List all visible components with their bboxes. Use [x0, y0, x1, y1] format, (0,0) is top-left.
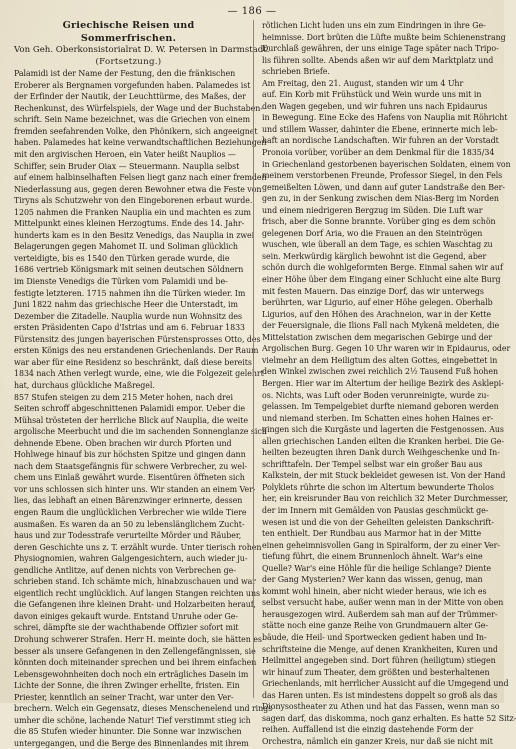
text-line: in Griechenland gestorbenen bayerischen Soldaten, einem von: [262, 159, 511, 169]
text-line: könnten doch miteinander sprechen und bei ihrem einfachen: [14, 658, 257, 668]
text-line: Griechenlands, mit herrlicher Aussicht auf die Umgegend und: [262, 679, 509, 689]
text-line: fremden seefahrenden Volke, den Phönikern, sich angeeignet: [14, 126, 258, 136]
text-line: und stillem Wasser, dahinter die Ebene, erinnerte mich leb-: [262, 124, 498, 134]
text-line: war aber für eine Residenz so beschränkt, daß diese bereits: [14, 357, 252, 367]
text-line: Durchlaß gewähren, der uns einige Tage später nach Tripo-: [262, 44, 499, 54]
text-line: umher die schöne, lachende Natur! Tief verstimmt stieg ich: [14, 715, 251, 725]
right-column: [262, 20, 516, 746]
text-line: Fürstensitz des jungen bayerischen Fürstensprosses Otto, des: [14, 334, 261, 344]
text-line: selbst versucht habe, außer wenn man in der Mitte von oben: [262, 598, 504, 608]
text-line: mit festen Mauern. Das einzige Dorf, das wir unterwegs: [262, 286, 484, 296]
text-line: wir hinauf zum Theater, dem größten und besterhaltenen: [262, 667, 490, 677]
text-line: dehnende Ebene. Oben brachen wir durch Pforten und: [14, 438, 232, 448]
text-line: Kalkstein, der mit Stuck bekleidet gewesen ist. Von der Hand: [262, 471, 506, 481]
text-line: brechern. Welch ein Gegensatz, dieses Menschenelend und rings: [14, 704, 273, 714]
text-line: wuschen, wie überall an dem Tage, es schien Waschtag zu: [262, 240, 493, 250]
text-line: schrifttafeln. Der Tempel selbst war ein großer Bau aus: [262, 459, 483, 469]
text-line: davon einiges gekauft wurde. Entstand Unruhe oder Ge-: [14, 611, 239, 621]
text-line: schrei, dämpfte sie der wachthabende Offizier sofort mit: [14, 623, 239, 633]
text-line: in Bewegung. Eine Ecke des Hafens von Nauplia mit Röhricht: [262, 113, 508, 123]
text-line: her, ein kreisrunder Bau von reichlich 32 Meter Durchmesser,: [262, 494, 509, 504]
text-line: haus und zur Todesstrafe verurteilte Mörder und Räuber,: [14, 531, 242, 541]
text-line: engen Raum die unglücklichen Verbrecher wie wilde Tiere: [14, 507, 247, 517]
text-line: heilten bezeugten ihren Dank durch Weihgeschenke und In-: [262, 448, 500, 458]
text-line: deren Geschichte uns z. T. erzählt wurde. Unter tierisch rohen: [14, 542, 262, 552]
text-line: os. Nichts, was Luft oder Boden verunreinigte, wurde zu-: [262, 390, 490, 400]
text-line: 1205 nahmen die Franken Nauplia ein und machten es zum: [14, 207, 251, 217]
text-line: Ligurios, auf den Höhen des Arachneion, war in der Kette: [262, 309, 492, 319]
text-line: gingen sich die Kurgäste und lagerten die Festgenossen. Aus: [262, 425, 504, 435]
text-line: haben. Palamedes hat keine verwandtschaftlichen Beziehungen: [14, 138, 267, 148]
text-line: sagen darf, das diskomma, noch ganz erhalten. Es hatte 52 Sitz-: [262, 713, 516, 723]
text-line: tiefung führt, die einem Brunnenloch ähnelt. War's eine: [262, 552, 483, 562]
text-line: Palamidi ist der Name der Festung, den die fränkischen: [14, 69, 236, 79]
text-line: eigentlich recht unglücklich. Auf langen Stangen reichten uns: [14, 588, 260, 598]
text-line: Eroberer als Bergnamen vorgefunden haben. Palamedes ist: [14, 80, 251, 90]
text-line: herausgezogen wird. Außerdem sah man auf der Trümmer-: [262, 609, 498, 619]
text-line: Rechenkunst, des Würfelspiels, der Wage und der Buchstaben-: [14, 103, 263, 113]
text-line: Pronoia vorüber, vorüber an dem Denkmal für die 1835/34: [262, 148, 495, 158]
text-line: Tiryns als Schutzwehr von den Eingeborenen erbaut wurde.: [14, 196, 253, 206]
text-line: Lebensgewohnheiten doch noch ein erträgliches Dasein im: [14, 669, 249, 679]
text-line: frisch, aber die Sonne brannte. Vorüber ging es dem schön: [262, 217, 496, 227]
text-line: schrift. Sein Name bezeichnet, was die Griechen von einem: [14, 115, 251, 125]
text-line: sein. Merkwürdig kärglich bewohnt ist die Gegend, aber: [262, 251, 487, 261]
text-line: schön durch die wohlgeformten Berge. Einmal sahen wir auf: [262, 263, 503, 273]
text-line: untergegangen, und die Berge des Binnenlandes mit ihrem: [14, 738, 249, 748]
text-line: gendliche Antlitze, auf denen nichts von Verbrechen ge-: [14, 565, 236, 575]
text-line: der im Innern mit Gemälden von Pausias geschmückt ge-: [262, 505, 489, 515]
text-line: 857 Stufen steigen zu dem 215 Meter hohen, nach drei: [14, 392, 233, 402]
text-line: hat, durchaus glückliche Maßregel.: [14, 380, 155, 390]
text-line: Mühsal trösteten der herrliche Blick auf Nauplia, die weite: [14, 415, 248, 425]
text-line: Juni 1822 nahm das griechische Heer die Unterstadt, im: [14, 300, 238, 310]
text-line: Seiten schroff abgeschnittenen Palamidi empor. Ueber die: [14, 404, 246, 414]
text-line: haft an nordische Landschaften. Wir fuhren an der Vorstadt: [262, 136, 499, 146]
text-line: 1834 nach Athen verlegt wurde, eine, wie die Folgezeit gelehrt: [14, 369, 264, 379]
text-line: allen griechischen Landen eilten die Kranken herbei. Die Ge-: [262, 436, 505, 446]
text-line: verteidigte, bis es 1540 den Türken gerade wurde, die: [14, 253, 230, 263]
text-line: Dionysostheater zu Athen und hat das Fassen, wenn man so: [262, 702, 500, 712]
text-line: besser als unsere Gefangenen in den Zellengefängnissen, sie: [14, 646, 256, 656]
text-line: ten enthielt. Der Rundbau aus Marmor hat in der Mitte: [262, 529, 482, 539]
text-line: Mittelstation zwischen dem megarischen Gebirge und der: [262, 332, 493, 342]
left-column: [14, 20, 273, 748]
page-number: — 186 —: [227, 6, 277, 17]
text-line: Polyklets rührte die schon im Altertum bewunderte Tholos: [262, 482, 494, 492]
text-line: das Haren unten. Es ist mindestens doppelt so groß als das: [262, 690, 498, 700]
text-line: und einem niedrigeren Bergzug im Süden. Die Luft war: [262, 205, 483, 215]
text-line: vielmehr an dem Heiligtum des alten Gottes, eingebettet in: [262, 355, 498, 365]
text-line: heimnisse. Dort brüten die Lüfte mußte beim Schienenstrang: [262, 32, 506, 42]
text-line: Quelle? War's eine Höhle für die heilige Schlange? Diente: [262, 563, 492, 573]
text-line: der Gang Mysterien? Wer kann das wissen, genug, man: [262, 575, 483, 585]
text-line: stätte noch eine ganze Reihe von Grundmauern alter Ge-: [262, 621, 488, 631]
text-line: Orchestra, nämlich ein ganzer Kreis, nur daß sie nicht mit: [262, 736, 493, 746]
text-line: Hohlwege hinauf bis zur höchsten Spitze und gingen dann: [14, 450, 246, 460]
text-line: vor uns schlossen sich hinter uns. Wir standen an einem Ver-: [14, 484, 256, 494]
right-column-text: [262, 20, 516, 747]
article-title: Griechische Reisen und Sommerfrischen.: [62, 20, 195, 44]
text-line: ersten Präsidenten Capo d'Istrias und am 6. Februar 1833: [14, 323, 246, 333]
text-line: rötlichen Licht luden uns ein zum Eindringen in ihre Ge-: [262, 21, 486, 30]
text-line: Schiffer, sein Bruder Oiax — Steuermann. Nauplia selbst: [14, 161, 240, 171]
text-line: nach dem Staatsgefängnis für schwere Verbrecher, zu wel-: [14, 461, 248, 471]
text-line: gen zu, in der Senkung zwischen dem Nias-Berg im Norden: [262, 194, 499, 204]
text-line: auf. Ein Korb mit Frühstück und Wein wurde uns mit in: [262, 90, 482, 100]
text-line: die 85 Stufen wieder hinunter. Die Sonne war inzwischen: [14, 727, 242, 737]
text-line: reihen. Auffallend ist die einzig dastehende Form der: [262, 725, 474, 735]
text-line: gelassen. Im Tempelgebiet durfte niemand geboren werden: [262, 402, 499, 412]
text-line: argolische Meerbucht und die im sachenden Sonnenglanze sich: [14, 427, 267, 437]
text-line: Belagerungen gegen Mahomet II. und Soliman glücklich: [14, 242, 238, 252]
text-line: kommt wohl hinein, aber nicht wieder heraus, wie ich es: [262, 586, 487, 596]
text-line: Bergen. Hier war im Altertum der heilige Bezirk des Asklepi-: [262, 378, 504, 388]
text-line: Niederlassung aus, gegen deren Bewohner etwa die Feste von: [14, 184, 262, 194]
text-line: lies, das lebhaft an einen Bärenzwinger erinnerte, dessen: [14, 496, 243, 506]
text-line: Heilmittel angegeben sind. Dort führen (heiligtum) stiegen: [262, 656, 496, 666]
text-line: Argolischen Burg. Gegen 10 Uhr waren wir in Epidaurus, oder: [262, 344, 511, 354]
text-line: schrieben Briefe.: [262, 67, 330, 77]
text-line: einer Höhe über dem Eingang einer Schlucht eine alte Burg: [262, 275, 501, 285]
text-line: 1686 vertrieb Königsmark mit seinen deutschen Söldnern: [14, 265, 244, 275]
text-line: den Winkel zwischen zwei reichlich 2½ Tausend Fuß hohen: [262, 367, 498, 377]
text-line: den Wagen gegeben, und wir fuhren uns nach Epidaurus: [262, 101, 488, 111]
text-line: mit den argivischen Heroen, ein Vater heißt Nauplios —: [14, 150, 236, 160]
text-line: Priester, kenntlich an seiner Tracht, war unter den Ver-: [14, 692, 234, 702]
text-line: Dezember die Zitadelle. Nauplia wurde nun Wohnsitz des: [14, 311, 242, 321]
column-divider: [253, 20, 254, 698]
text-line: der Feuersignale, die Ilions Fall nach Mykenä meldeten, die: [262, 321, 500, 331]
text-line: chem uns Einlaß gewährt wurde. Eisentüren öffneten sich: [14, 473, 245, 483]
text-line: ersten Königs des neu erstandenen Griechenlands. Der Raum: [14, 346, 259, 356]
text-line: der Erfinder der Nautik, der Leuchttürme, des Maßes, der: [14, 92, 246, 102]
text-line: hunderts kam es in den Besitz Venedigs, das Nauplia in zwei: [14, 230, 255, 240]
text-line: meinem verstorbenen Freunde, Professor Siegel, in den Fels: [262, 171, 503, 181]
text-line: wesen ist und die von der Geheilten geleisten Dankschrift-: [262, 517, 494, 527]
text-line: festigte letzteren. 1715 nahmen ihn die Türken wieder. Im: [14, 288, 246, 298]
text-line: einen geheimnisvollen Gang in Spiralform, der zu einer Ver-: [262, 540, 500, 550]
text-line: und niemand sterben. Im Schatten eines hohen Haines er-: [262, 413, 494, 423]
continuation-note: (Fortsetzung.): [95, 56, 162, 67]
text-line: schriftsteine die Menge, auf denen Krankheiten, Kuren und: [262, 644, 498, 654]
text-line: schrieben stand. Ich schämte mich, hinabzuschauen und war: [14, 577, 257, 587]
text-line: auf einem halbinselhaften Felsen liegt ganz nach einer fremden: [14, 173, 267, 183]
text-line: berührten, war Ligurio, auf einer Höhe gelegen. Oberhalb: [262, 298, 493, 308]
left-column-text: [14, 68, 273, 749]
text-line: Drohung schwerer Strafen. Herr H. meinte doch, sie hätten es: [14, 634, 262, 644]
text-line: gemeißelten Löwen, und dann auf guter Landstraße den Ber-: [262, 182, 506, 192]
text-line: Am Freitag, den 21. August, standen wir um 4 Uhr: [262, 78, 464, 88]
text-line: Physiognomien, wahren Galgengesichtern, auch wieder ju-: [14, 554, 248, 564]
text-line: im Dienste Venedigs die Türken vom Palamidi und be-: [14, 277, 228, 287]
text-line: die Gefangenen ihre kleinen Draht- und Holzarbeiten herauf,: [14, 600, 256, 610]
text-line: bäude, die Heil- und Sportwecken gedient haben und In-: [262, 632, 487, 642]
text-line: Mittelpunkt eines kleinen Herzogtums. Ende des 14. Jahr-: [14, 219, 245, 229]
article-byline: Von Geh. Oberkonsistorialrat D. W. Petersen in Darmstadt.: [14, 45, 270, 55]
text-line: Lichte der Sonne, die ihren Zwinger erhellte, fristen. Ein: [14, 681, 240, 691]
text-line: lis führen sollte. Abends aßen wir auf dem Marktplatz und: [262, 55, 494, 65]
article-columns: [14, 20, 516, 748]
text-line: ausmaßen. Es waren da an 50 zu lebenslänglichem Zucht-: [14, 519, 245, 529]
text-line: gelegenen Dorf Aria, wo die Frauen an den Steintrögen: [262, 228, 483, 238]
